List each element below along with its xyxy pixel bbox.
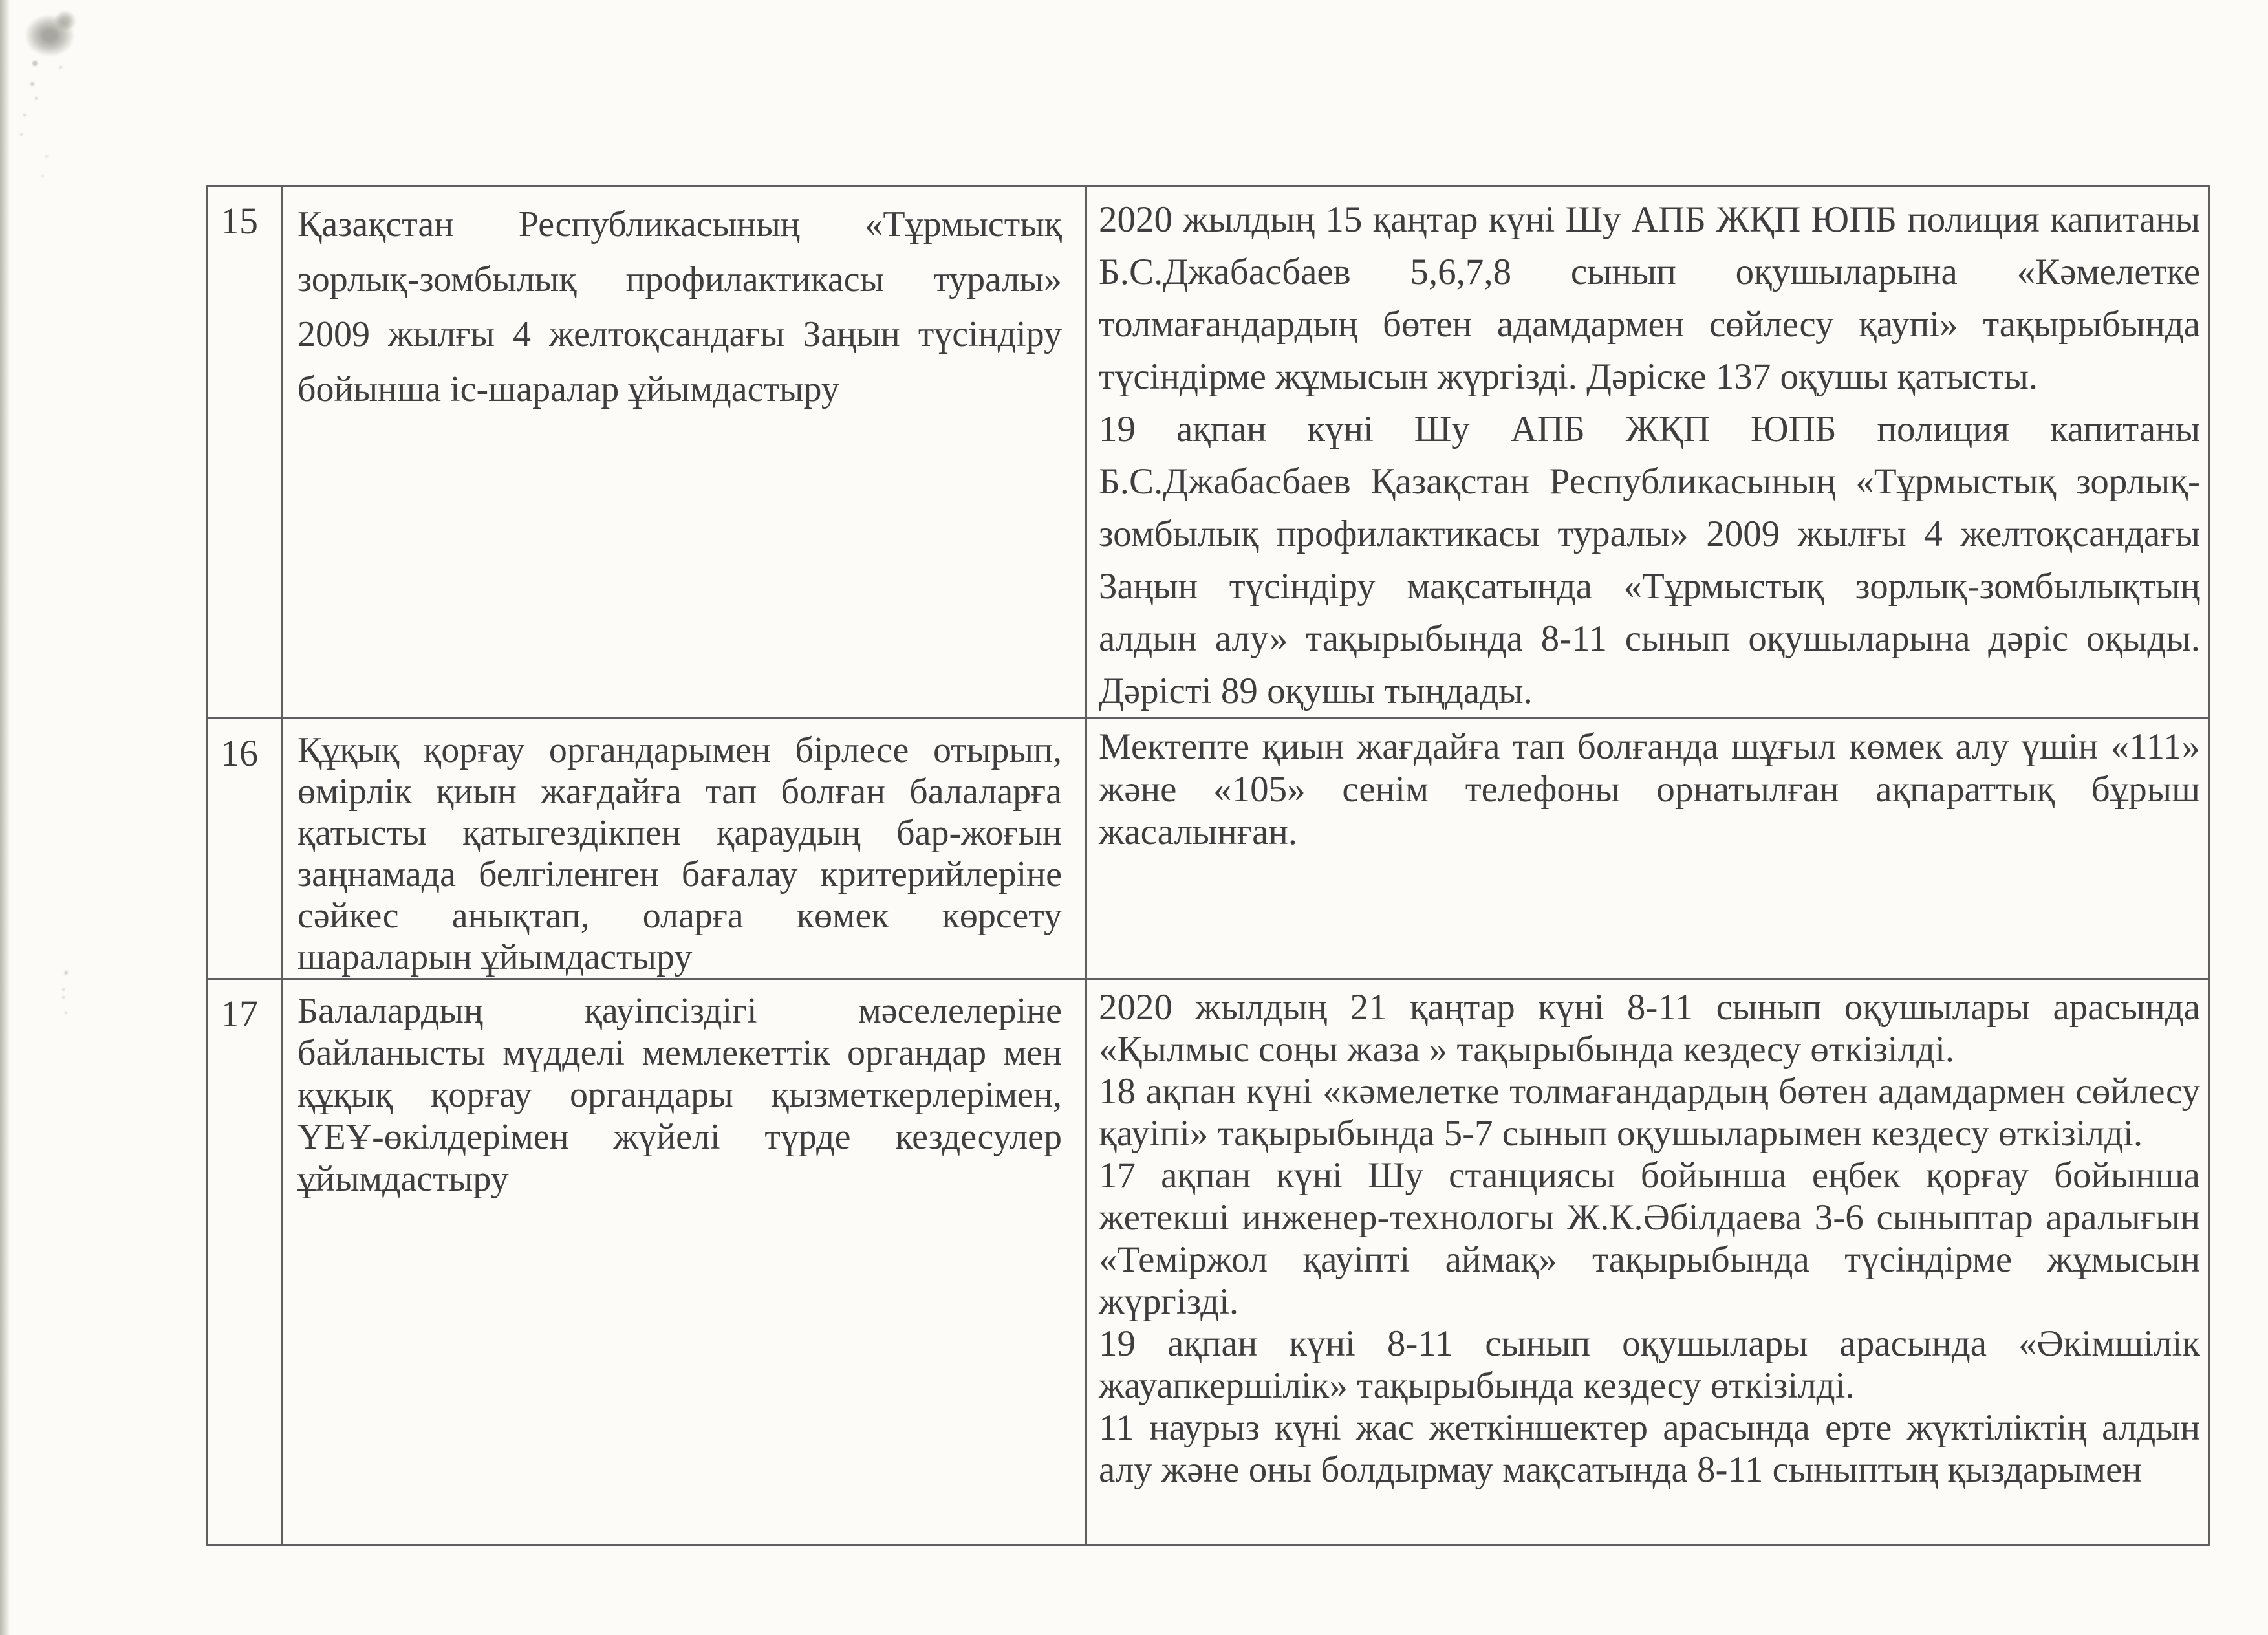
task-cell	[283, 186, 1086, 719]
margin-speckles	[62, 970, 65, 973]
table-row	[207, 719, 2209, 979]
report-paragraph: 2020 жылдың 21 қаңтар күні 8-11 сынып оқушылары арасында «Қылмыс соңы жаза » тақырыбында кездесу өткізілді.	[1099, 987, 2200, 1070]
action-plan-table	[206, 185, 2210, 1546]
report-cell	[1086, 979, 2209, 1546]
report-paragraph: 19 ақпан күні 8-11 сынып оқушылары арасында «Әкімшілік жауапкершілік» тақырыбында кездесу өткізілді.	[1099, 1323, 2200, 1406]
task-text: Қазақстан Республикасының «Тұрмыстық зорлық-зомбылық профилактикасы туралы» 2009 жылғы 4 желтоқсандағы Заңын түсіндіру бойынша іс-шаралар ұйымдастыру	[297, 204, 1062, 409]
table-row	[207, 186, 2209, 719]
row-number-cell	[207, 719, 283, 979]
report-cell	[1086, 186, 2209, 719]
row-number: 15	[221, 200, 258, 242]
task-text: Балалардың қауіпсіздігі мәселелеріне байланысты мүдделі мемлекеттік органдар мен құқық қорғау органдары қызметкерлерімен, ҮЕҰ-өкілдерімен жүйелі түрде кездесулер ұйымдастыру	[297, 991, 1062, 1199]
scanner-edge-shadow	[0, 0, 10, 1635]
task-cell	[283, 979, 1086, 1546]
report-paragraph: 2020 жылдың 15 қаңтар күні Шу АПБ ЖҚП ЮПБ полиция капитаны Б.С.Джабасбаев 5,6,7,8 сынып оқушыларына «Кәмелетке толмағандардың бөтен адамдармен сөйлесу қаупі» тақырыбында түсіндірме жұмысын жүргізді. Дәріске 137 оқушы қатысты.	[1099, 199, 2200, 397]
row-number-cell	[207, 186, 283, 719]
report-paragraph: Мектепте қиын жағдайға тап болғанда шұғыл көмек алу үшін «111» және «105» сенім телефоны орнатылған ақпараттық бұрыш жасалынған.	[1099, 726, 2200, 852]
report-paragraph: 11 наурыз күні жас жеткіншектер арасында ерте жүктіліктің алдын алу және оны болдырмау мақсатында 8-11 сыныптың қыздарымен	[1099, 1407, 2200, 1490]
table-body	[207, 186, 2209, 1546]
report-paragraph: 18 ақпан күні «кәмелетке толмағандардың бөтен адамдармен сөйлесу қауіпі» тақырыбында 5-7 сынып оқушыларымен кездесу өткізілді.	[1099, 1071, 2200, 1154]
task-text: Құқық қорғау органдарымен бірлесе отырып, өмірлік қиын жағдайға тап болған балаларға қатысты қатыгездікпен қараудың бар-жоғын заңнамада белгіленген бағалау критерийлеріне сәйкес анықтап, оларға көмек көрсету шараларын ұйымдастыру	[297, 730, 1062, 977]
report-cell	[1086, 719, 2209, 979]
report-paragraph: 17 ақпан күні Шу станциясы бойынша еңбек қорғау бойынша жетекші инженер-технологы Ж.К.Әбілдаева 3-6 сыныптар аралығын «Теміржол қауіпті аймақ» тақырыбында түсіндірме жұмысын жүргізді.	[1099, 1155, 2200, 1322]
row-number: 16	[221, 732, 258, 774]
table-row	[207, 979, 2209, 1546]
report-paragraph: 19 ақпан күні Шу АПБ ЖҚП ЮПБ полиция капитаны Б.С.Джабасбаев Қазақстан Республикасының «Тұрмыстық зорлық-зомбылық профилактикасы туралы» 2009 жылғы 4 желтоқсандағы Заңын түсіндіру мақсатында «Тұрмыстық зорлық-зомбылықтың алдын алу» тақырыбында 8-11 сынып оқушыларына дәріс оқыды. Дәрісті 89 оқушы тыңдады.	[1099, 409, 2200, 711]
row-number: 17	[221, 993, 258, 1035]
ink-speckles	[0, 0, 3, 3]
ink-smudge	[0, 0, 194, 194]
row-number-cell	[207, 979, 283, 1546]
task-cell	[283, 719, 1086, 979]
